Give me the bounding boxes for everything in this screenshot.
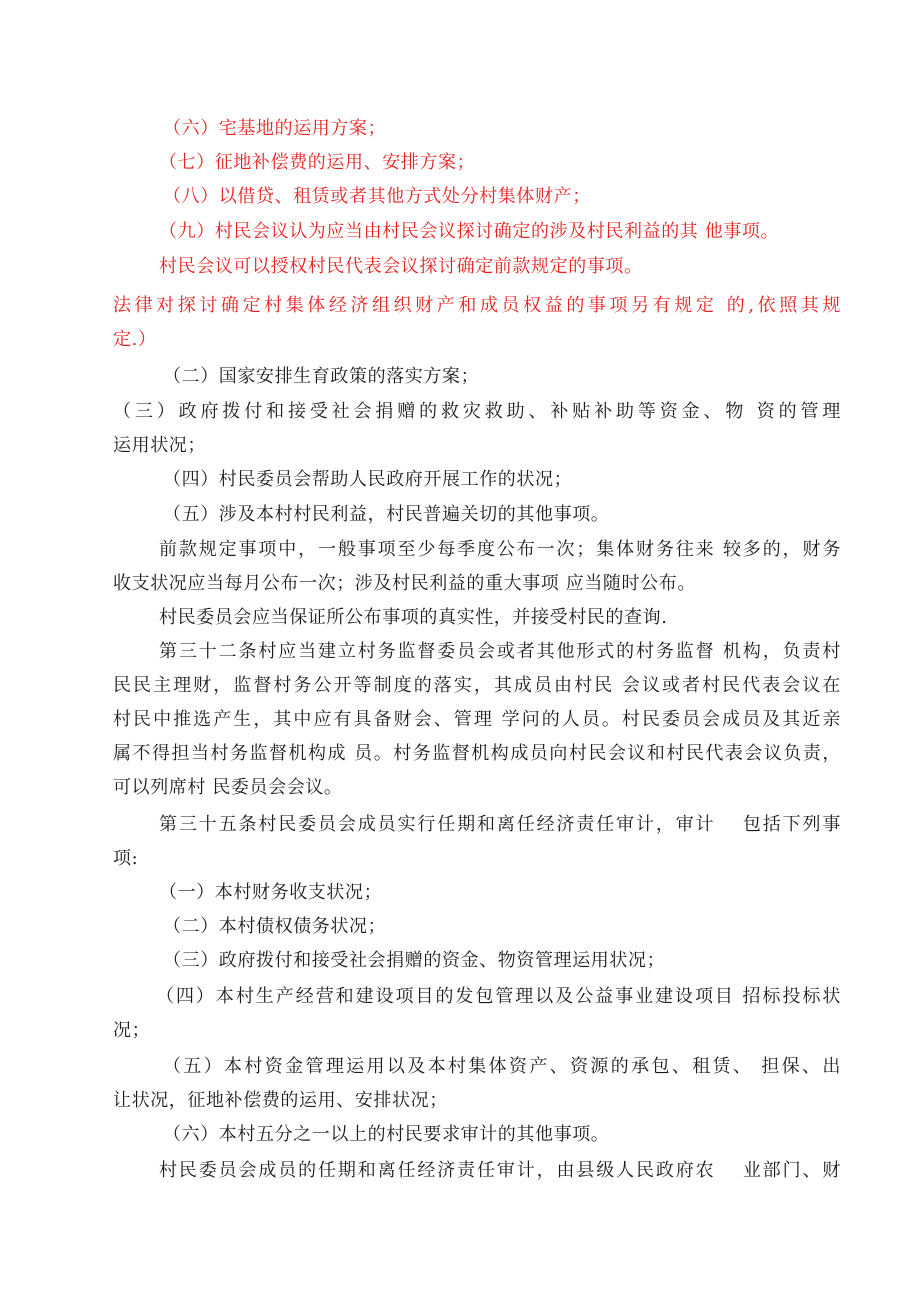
article-32-line-3: 村民中推选产生，其中应有具备财会、管理 学问的人员。村民委员会成员及其近亲: [113, 709, 841, 730]
article-35-line-2: 项:: [113, 848, 139, 869]
clause-eight-property: （八）以借贷、租赁或者其他方式处分村集体财产；: [163, 186, 591, 207]
article-32-line-5: 可以列席村 民委员会会议。: [113, 777, 343, 798]
item-two-birth-policy: （二）国家安排生育政策的落实方案；: [163, 366, 480, 387]
audit-authority-paragraph: 村民委员会成员的任期和离任经济责任审计，由县级人民政府农 业部门、财: [159, 1160, 841, 1181]
audit-item-three: （三）政府拨付和接受社会捐赠的资金、物资管理运用状况；: [163, 950, 666, 971]
article-32-line-1: 第三十二条村应当建立村务监督委员会或者其他形式的村务监督 机构，负责村: [159, 641, 841, 662]
audit-item-four-line-2: 况；: [113, 1020, 151, 1041]
article-35-line-1: 第三十五条村民委员会成员实行任期和离任经济责任审计，审计 包括下列事: [159, 814, 841, 835]
item-five-concerns: （五）涉及本村村民利益，村民普遍关切的其他事项。: [163, 504, 610, 525]
clause-seven-compensation: （七）征地补偿费的运用、安排方案；: [159, 152, 476, 173]
article-32-line-4: 属不得担当村务监督机构成 员。村务监督机构成员向村民会议和村民代表会议负责，: [113, 743, 841, 764]
law-paragraph-line-2: 定.）: [113, 329, 157, 350]
audit-item-five-line-2: 让状况，征地补偿费的运用、安排状况；: [113, 1090, 448, 1111]
clause-nine-other: （九）村民会议认为应当由村民会议探讨确定的涉及村民利益的其 他事项。: [159, 221, 780, 242]
item-three-relief-line-1: （三）政府拨付和接受社会捐赠的救灾救助、补贴补助等资金、物 资的管理: [113, 401, 841, 422]
audit-item-five-line-1: （五）本村资金管理运用以及本村集体资产、资源的承包、租赁、 担保、出: [163, 1056, 841, 1077]
audit-item-six: （六）本村五分之一以上的村民要求审计的其他事项。: [163, 1124, 610, 1145]
law-paragraph-line-1: 法律对探讨确定村集体经济组织财产和成员权益的事项另有规定 的,依照其规: [113, 295, 841, 316]
item-three-relief-line-2: 运用状况；: [113, 435, 206, 456]
article-32-line-2: 民民主理财，监督村务公开等制度的落实，其成员由村民 会议或者村民代表会议在: [113, 675, 841, 696]
authenticity-paragraph: 村民委员会应当保证所公布事项的真实性，并接受村民的查询.: [159, 607, 668, 628]
clause-six-homestead: （六）宅基地的运用方案；: [163, 118, 387, 139]
audit-item-four-line-1: （四）本村生产经营和建设项目的发包管理以及公益事业建设项目 招标投标状: [156, 986, 841, 1007]
disclosure-frequency-line-2: 收支状况应当每月公布一次；涉及村民利益的重大事项 应当随时公布。: [113, 573, 696, 594]
audit-item-one: （一）本村财务收支状况；: [159, 882, 383, 903]
disclosure-frequency-line-1: 前款规定事项中，一般事项至少每季度公布一次；集体财务往来 较多的，财务: [159, 539, 841, 560]
audit-item-two: （二）本村债权债务状况；: [163, 916, 387, 937]
item-four-assist: （四）村民委员会帮助人民政府开展工作的状况；: [163, 469, 573, 490]
authorization-paragraph: 村民会议可以授权村民代表会议探讨确定前款规定的事项。: [159, 256, 643, 277]
